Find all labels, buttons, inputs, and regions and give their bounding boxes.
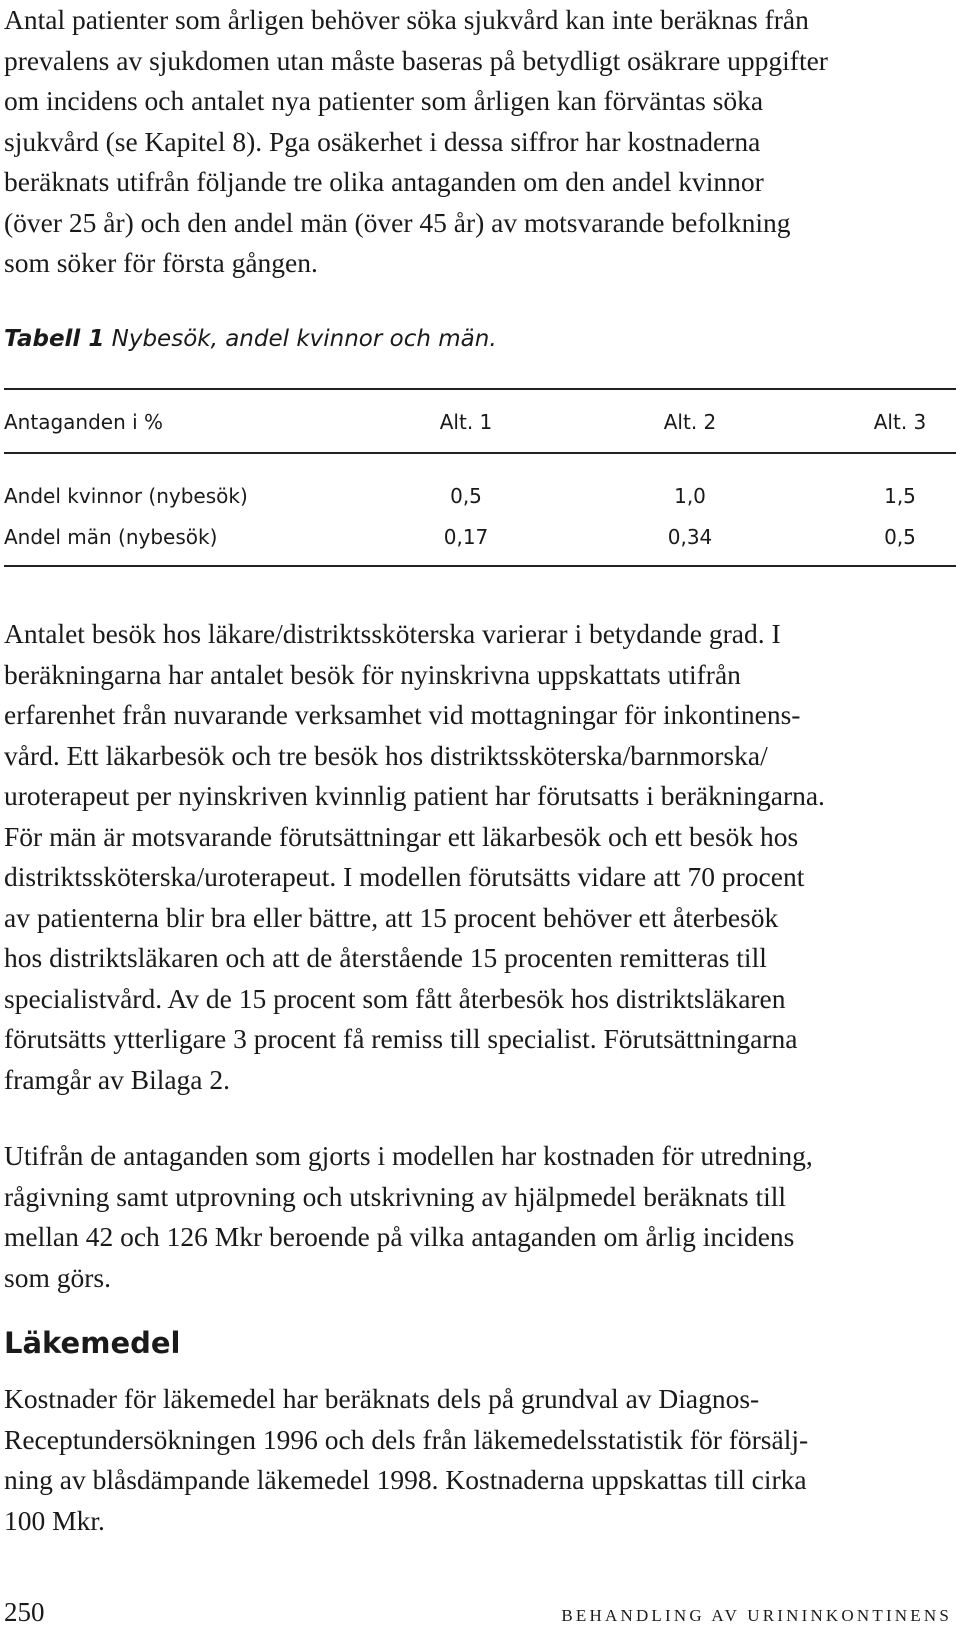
table-cell: 0,5 bbox=[450, 484, 482, 508]
text-line: vård. Ett läkarbesök och tre besök hos distriktssköterska/barnmorska/ bbox=[4, 739, 768, 771]
section-heading: Läkemedel bbox=[4, 1326, 181, 1360]
intro-paragraph bbox=[4, 0, 944, 284]
text-line: uroterapeut per nyinskriven kvinnlig patient har förutsatts i beräkningarna. bbox=[4, 780, 825, 811]
visits-paragraph bbox=[4, 614, 944, 1100]
medication-paragraph bbox=[4, 1379, 944, 1541]
text-line: mellan 42 och 126 Mkr beroende på vilka antaganden om årlig incidens bbox=[4, 1221, 795, 1252]
text-line: Kostnader för läkemedel har beräknats dels på grundval av Diagnos- bbox=[4, 1383, 760, 1414]
text-line: som söker för första gången. bbox=[4, 247, 318, 278]
text-line: Antalet besök hos läkare/distriktssköterska varierar i betydande grad. I bbox=[4, 618, 781, 649]
table-bottom-rule bbox=[4, 565, 956, 567]
table-cell: 1,5 bbox=[884, 484, 916, 508]
text-line: förutsätts ytterligare 3 procent få remiss till specialist. Förutsättningarna bbox=[4, 1023, 798, 1054]
text-line: hos distriktsläkaren och att de återstående 15 procenten remitteras till bbox=[4, 942, 767, 973]
table-cell: 0,5 bbox=[884, 525, 916, 549]
text-line: prevalens av sjukdomen utan måste baseras på betydligt osäkrare uppgifter bbox=[4, 44, 828, 76]
table-cell: 0,34 bbox=[667, 525, 713, 549]
text-line: (över 25 år) och den andel män (över 45 år) av motsvarande befolkning bbox=[4, 206, 791, 238]
table-caption-label: Tabell 1 bbox=[4, 326, 105, 352]
table-caption-text: Nybesök, andel kvinnor och män. bbox=[111, 326, 497, 352]
table-row-men-label: Andel män (nybesök) bbox=[4, 525, 218, 549]
text-line: av patienterna blir bra eller bättre, att 15 procent behöver ett återbesök bbox=[4, 901, 779, 933]
table-cell: 0,17 bbox=[443, 525, 489, 549]
table-header-alt3: Alt. 3 bbox=[873, 410, 927, 434]
text-line: ning av blåsdämpande läkemedel 1998. Kostnaderna uppskattas till cirka bbox=[4, 1464, 807, 1495]
page-number: 250 bbox=[4, 1597, 45, 1627]
text-line: som görs. bbox=[4, 1261, 111, 1293]
text-line: distriktssköterska/uroterapeut. I modellen förutsätts vidare att 70 procent bbox=[4, 861, 805, 892]
running-title: BEHANDLING AV URININKONTINENS bbox=[561, 1606, 952, 1625]
text-line: 100 Mkr. bbox=[4, 1504, 105, 1536]
text-line: beräkningarna har antalet besök för nyinskrivna uppskattats utifrån bbox=[4, 658, 741, 690]
table-header-rule bbox=[4, 452, 956, 454]
table-top-rule bbox=[4, 388, 956, 390]
text-line: erfarenhet från nuvarande verksamhet vid mottagningar för inkontinens- bbox=[4, 699, 801, 730]
text-line: beräknats utifrån följande tre olika antaganden om den andel kvinnor bbox=[4, 166, 764, 197]
text-line: framgår av Bilaga 2. bbox=[4, 1063, 231, 1095]
cost-summary-paragraph bbox=[4, 1136, 944, 1298]
table-caption bbox=[4, 326, 497, 352]
text-line: Utifrån de antaganden som gjorts i modellen har kostnaden för utredning, bbox=[4, 1140, 813, 1171]
table-header-alt1: Alt. 1 bbox=[439, 410, 493, 434]
text-line: rågivning samt utprovning och utskrivning av hjälpmedel beräknats till bbox=[4, 1180, 787, 1212]
table-row-women-label: Andel kvinnor (nybesök) bbox=[4, 484, 248, 508]
text-line: Antal patienter som årligen behöver söka sjukvård kan inte beräknas från bbox=[4, 4, 809, 35]
text-line: För män är motsvarande förutsättningar ett läkarbesök och ett besök hos bbox=[4, 820, 799, 852]
text-line: om incidens och antalet nya patienter som årligen kan förväntas söka bbox=[4, 85, 764, 116]
table-header-alt2: Alt. 2 bbox=[663, 410, 717, 434]
text-line: sjukvård (se Kapitel 8). Pga osäkerhet i dessa siffror har kostnaderna bbox=[4, 125, 761, 157]
table-header-assumptions: Antaganden i % bbox=[4, 410, 164, 434]
text-line: specialistvård. Av de 15 procent som fått återbesök hos distriktsläkaren bbox=[4, 982, 786, 1014]
text-line: Receptundersökningen 1996 och dels från läkemedelsstatistik för försälj- bbox=[4, 1423, 809, 1455]
table-cell: 1,0 bbox=[674, 484, 706, 508]
